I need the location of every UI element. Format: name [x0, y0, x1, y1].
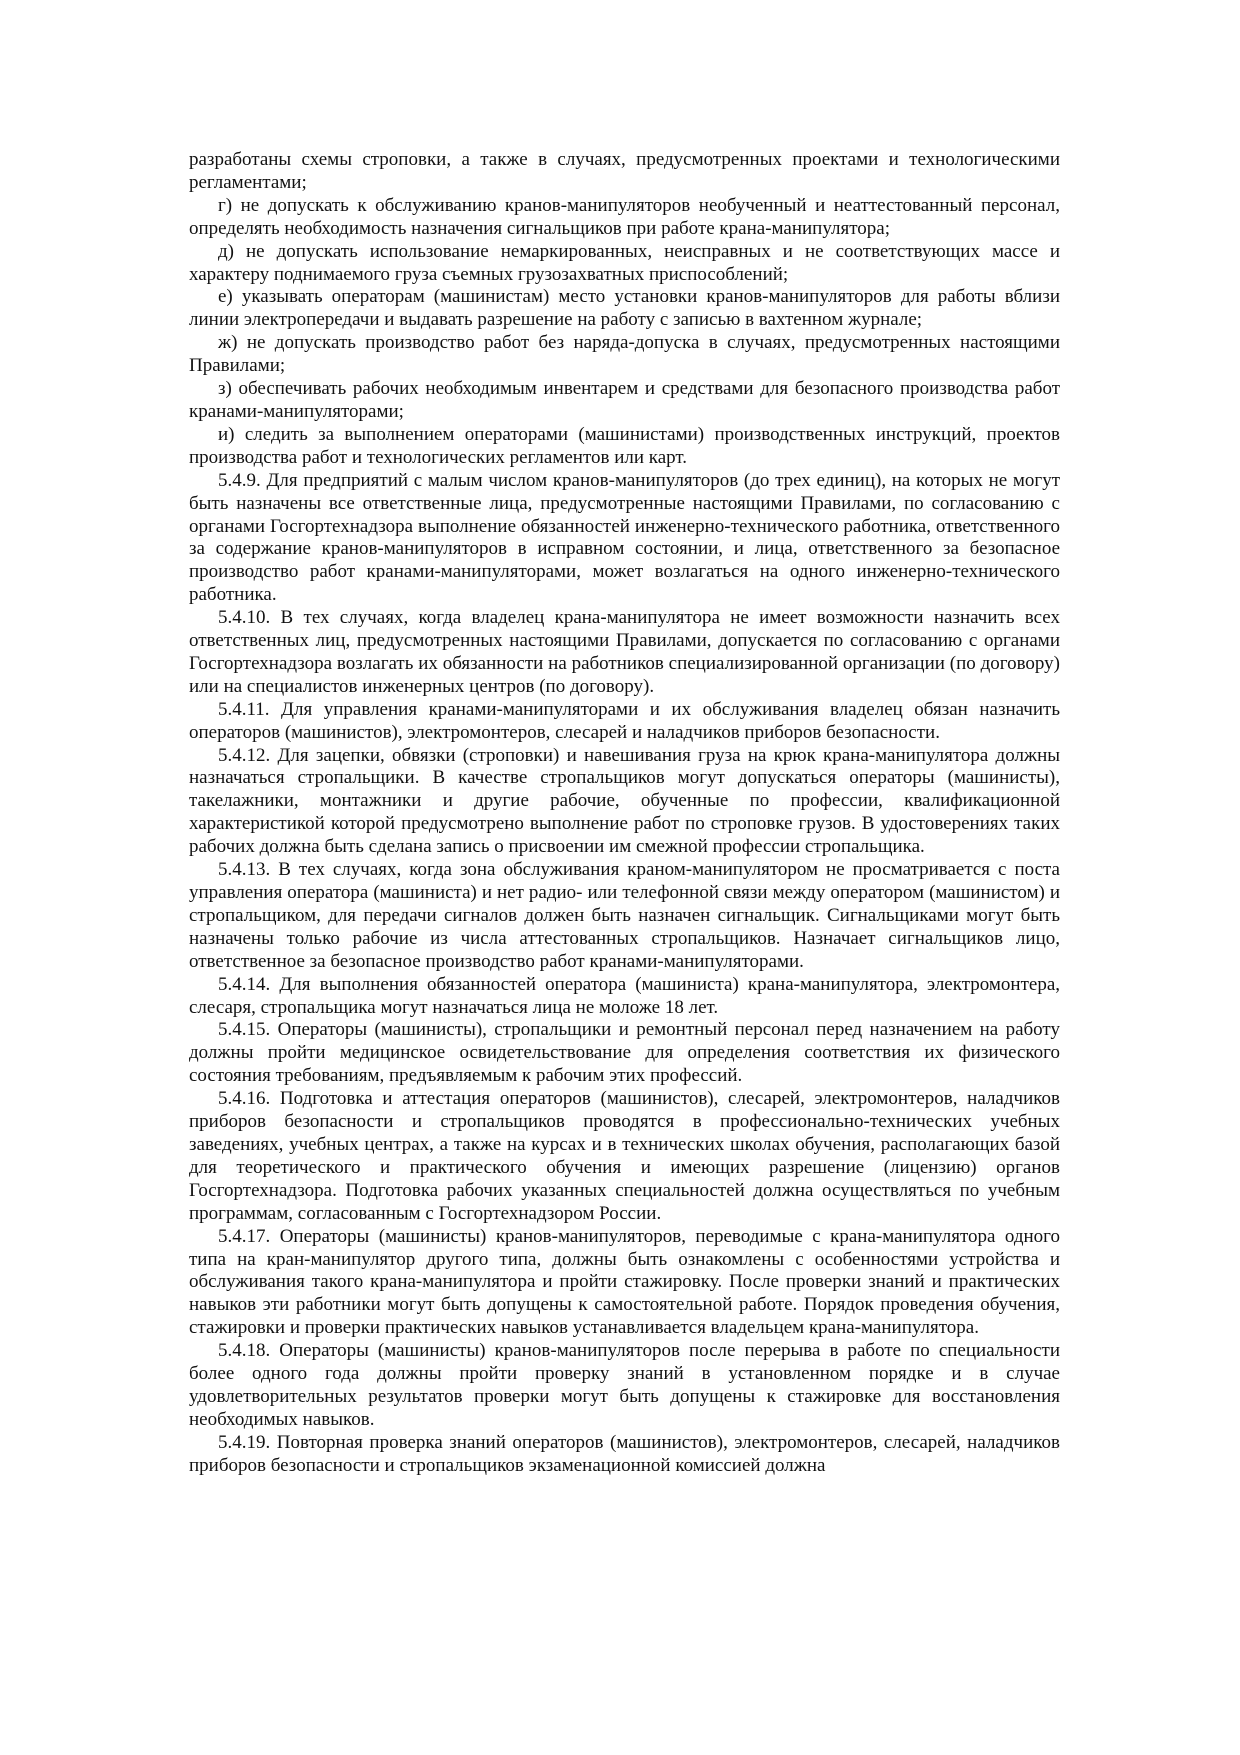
- paragraph-item-g: г) не допускать к обслуживанию кранов-манипуляторов необученный и неаттестованный персонал, определять необходимость назначения сигнальщиков при работе крана-манипулятора;: [189, 194, 1060, 239]
- paragraph-item-d: д) не допускать использование немаркированных, неисправных и не соответствующих массе и характеру поднимаемого груза съемных грузозахватных приспособлений;: [189, 240, 1060, 285]
- paragraph-5-4-18: 5.4.18. Операторы (машинисты) кранов-манипуляторов после перерыва в работе по специальности более одного года должны пройти проверку знаний в установленном порядке и в случае удовлетворительных результатов проверки могут быть допущены к стажировке для восстановления необходимых навыков.: [189, 1340, 1060, 1430]
- paragraph-5-4-14: 5.4.14. Для выполнения обязанностей оператора (машиниста) крана-манипулятора, электромонтера, слесаря, стропальщика могут назначаться лица не моложе 18 лет.: [189, 973, 1060, 1018]
- paragraph-5-4-19: 5.4.19. Повторная проверка знаний операторов (машинистов), электромонтеров, слесарей, наладчиков приборов безопасности и стропальщиков экзаменационной комиссией должна: [189, 1431, 1060, 1476]
- paragraph-5-4-15: 5.4.15. Операторы (машинисты), стропальщики и ремонтный персонал перед назначением на работу должны пройти медицинское освидетельствование для определения соответствия их физического состояния требованиям, предъявляемым к рабочим этих профессий.: [189, 1019, 1060, 1087]
- paragraph-5-4-12: 5.4.12. Для зацепки, обвязки (строповки) и навешивания груза на крюк крана-манипулятора должны назначаться стропальщики. В качестве стропальщиков могут допускаться операторы (машинисты), такелажники, монтажники и другие рабочие, обученные по профессии, квалификационной характеристикой которой предусмотрено выполнение работ по строповке грузов. В удостоверениях таких рабочих должна быть сделана запись о присвоении им смежной профессии стропальщика.: [189, 744, 1060, 858]
- document-page: [189, 149, 1060, 1478]
- paragraph-item-e: е) указывать операторам (машинистам) место установки кранов-манипуляторов для работы вблизи линии электропередачи и выдавать разрешение на работу с записью в вахтенном журнале;: [189, 286, 1060, 331]
- paragraph-5-4-11: 5.4.11. Для управления кранами-манипуляторами и их обслуживания владелец обязан назначить операторов (машинистов), электромонтеров, слесарей и наладчиков приборов безопасности.: [189, 698, 1060, 743]
- paragraph-item-zh: ж) не допускать производство работ без наряда-допуска в случаях, предусмотренных настоящими Правилами;: [189, 332, 1060, 377]
- paragraph-5-4-9: 5.4.9. Для предприятий с малым числом кранов-манипуляторов (до трех единиц), на которых не могут быть назначены все ответственные лица, предусмотренные настоящими Правилами, по согласованию с органами Госгортехнадзора выполнение обязанностей инженерно-технического работника, ответственного за содержание кранов-манипуляторов в исправном состоянии, и лица, ответственного за безопасное производство работ кранами-манипуляторами, может возлагаться на одного инженерно-технического работника.: [189, 469, 1060, 606]
- paragraph-5-4-17: 5.4.17. Операторы (машинисты) кранов-манипуляторов, переводимые с крана-манипулятора одного типа на кран-манипулятор другого типа, должны быть ознакомлены с особенностями устройства и обслуживания такого крана-манипулятора и пройти стажировку. После проверки знаний и практических навыков эти работники могут быть допущены к самостоятельной работе. Порядок проведения обучения, стажировки и проверки практических навыков устанавливается владельцем крана-манипулятора.: [189, 1225, 1060, 1339]
- paragraph-item-z: з) обеспечивать рабочих необходимым инвентарем и средствами для безопасного производства работ кранами-манипуляторами;: [189, 378, 1060, 422]
- paragraph-5-4-10: 5.4.10. В тех случаях, когда владелец крана-манипулятора не имеет возможности назначить всех ответственных лиц, предусмотренных настоящими Правилами, допускается по согласованию с органами Госгортехнадзора возлагать их обязанности на работников специализированной организации (по договору) или на специалистов инженерных центров (по договору).: [189, 607, 1060, 697]
- paragraph-5-4-13: 5.4.13. В тех случаях, когда зона обслуживания краном-манипулятором не просматривается с поста управления оператора (машиниста) и нет радио- или телефонной связи между оператором (машинистом) и стропальщиком, для передачи сигналов должен быть назначен сигнальщик. Сигнальщиками могут быть назначены только рабочие из числа аттестованных стропальщиков. Назначает сигнальщиков лицо, ответственное за безопасное производство работ кранами-манипуляторами.: [189, 859, 1060, 972]
- paragraph-continuation: разработаны схемы строповки, а также в случаях, предусмотренных проектами и технологическими регламентами;: [189, 149, 1060, 193]
- paragraph-item-i: и) следить за выполнением операторами (машинистами) производственных инструкций, проектов производства работ и технологических регламентов или карт.: [189, 423, 1060, 468]
- paragraph-5-4-16: 5.4.16. Подготовка и аттестация операторов (машинистов), слесарей, электромонтеров, наладчиков приборов безопасности и стропальщиков проводятся в профессионально-технических учебных заведениях, учебных центрах, а также на курсах и в технических школах обучения, располагающих базой для теоретического и практического обучения и имеющих разрешение (лицензию) органов Госгортехнадзора. Подготовка рабочих указанных специальностей должна осуществляться по учебным программам, согласованным с Госгортехнадзором России.: [189, 1088, 1060, 1224]
